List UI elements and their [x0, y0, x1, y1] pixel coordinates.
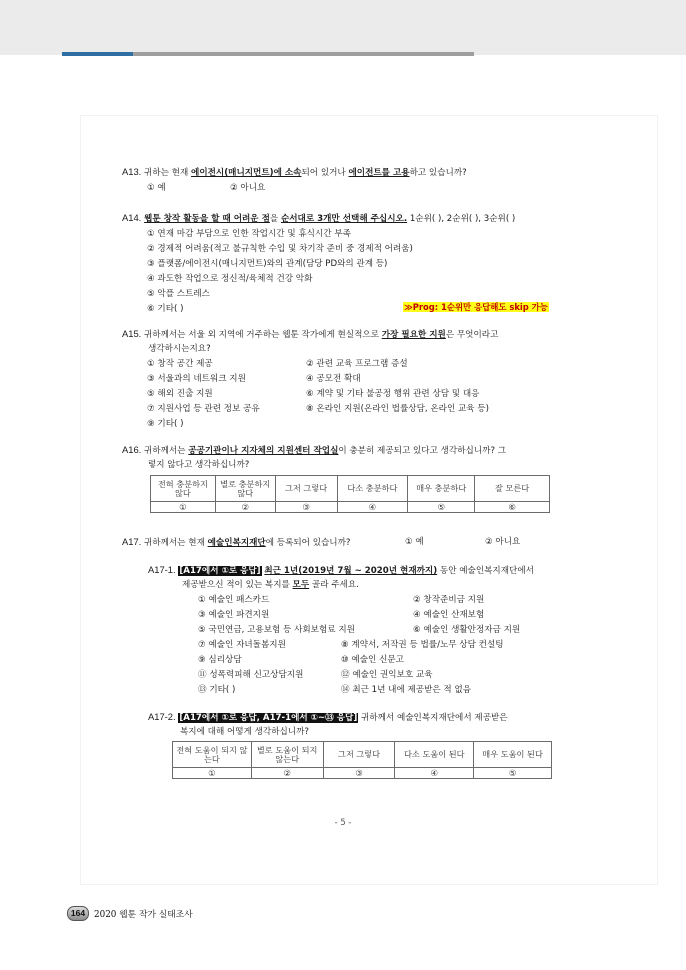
- question-a15: [122, 327, 498, 342]
- filter-badge: [A17에서 ①로 응답]: [179, 566, 261, 576]
- question-number: A15.: [122, 328, 142, 339]
- book-title: 2020 웹툰 작가 실태조사: [94, 910, 193, 920]
- a17-1-option-7[interactable]: ⑦ 예술인 자녀돌봄지원: [198, 640, 286, 650]
- a14-option-5[interactable]: ⑤ 악플 스트레스: [147, 289, 210, 299]
- a15-option-2[interactable]: ② 관련 교육 프로그램 증설: [306, 359, 408, 369]
- a15-option-7[interactable]: ⑦ 지원사업 등 관련 정보 공유: [147, 404, 260, 414]
- a17-2-scale-table: [172, 741, 552, 779]
- question-a17-2: [148, 710, 508, 725]
- a14-option-4[interactable]: ④ 과도한 작업으로 정신적/육체적 건강 악화: [147, 274, 313, 284]
- question-text: 귀하께서는 현재: [144, 538, 208, 548]
- a14-option-2[interactable]: ② 경제적 어려움(적고 불규칙한 수입 및 차기작 준비 중 경제적 어려움): [147, 244, 413, 254]
- scale-option-1[interactable]: ①: [173, 768, 252, 779]
- question-text: 귀하는 현재: [144, 168, 192, 178]
- scale-label: 전혀 충분하지 않다: [151, 476, 216, 502]
- a15-option-5[interactable]: ⑤ 해외 진출 지원: [147, 389, 213, 399]
- question-a17-1: [148, 563, 534, 578]
- scale-label: 잘 모른다: [475, 476, 550, 502]
- a17-1-option-12[interactable]: ⑫ 예술인 권익보호 교육: [341, 670, 433, 680]
- question-text: 하고 있습니까?: [409, 168, 467, 178]
- question-text: 귀하께서는 서울 외 지역에 거주하는 웹툰 작가에게 현실적으로: [144, 330, 382, 340]
- question-a15-line2: 생각하시는지요?: [148, 344, 211, 354]
- a14-option-6[interactable]: ⑥ 기타( ): [147, 304, 184, 314]
- question-text: 동안 예술인복지재단에서: [437, 566, 534, 576]
- a17-1-option-3[interactable]: ③ 예술인 파견지원: [198, 610, 270, 620]
- a15-option-3[interactable]: ③ 서울과의 네트워크 지원: [147, 374, 246, 384]
- scale-label: 별로 충분하지 않다: [215, 476, 275, 502]
- a15-option-9[interactable]: ⑨ 기타( ): [147, 419, 184, 429]
- prog-note-text: ≫Prog: 1순위만 응답해도 skip 가능: [404, 302, 548, 312]
- a15-option-4[interactable]: ④ 공모전 확대: [306, 374, 361, 384]
- question-emphasis: 순서대로 3개만 선택해 주십시오.: [280, 214, 408, 224]
- question-a17-2-line2: 복지에 대해 어떻게 생각하십니까?: [180, 727, 309, 737]
- a17-1-option-5[interactable]: ⑤ 국민연금, 고용보험 등 사회보험료 지원: [198, 625, 355, 635]
- scale-option-1[interactable]: ①: [151, 502, 216, 513]
- question-text: 귀하께서는: [144, 446, 189, 456]
- scale-label: 별로 도움이 되지 않는다: [251, 742, 323, 768]
- a17-1-option-13[interactable]: ⑬ 기타( ): [198, 685, 236, 695]
- question-number: A17.: [122, 536, 142, 547]
- scale-label: 매우 도움이 된다: [474, 742, 552, 768]
- a15-option-1[interactable]: ① 창작 공간 제공: [147, 359, 213, 369]
- a15-option-8[interactable]: ⑧ 온라인 지원(온라인 법률상담, 온라인 교육 등): [306, 404, 489, 414]
- scale-option-5[interactable]: ⑤: [408, 502, 475, 513]
- a13-option-2[interactable]: ② 아니요: [230, 183, 266, 193]
- a17-option-2[interactable]: ② 아니요: [485, 537, 521, 547]
- scale-label: 다소 도움이 된다: [395, 742, 474, 768]
- a17-1-option-14[interactable]: ⑭ 최근 1년 내에 제공받은 적 없음: [341, 685, 472, 695]
- scale-label: 그저 그렇다: [323, 742, 395, 768]
- question-a17-1-line2: [182, 578, 359, 592]
- a14-option-3[interactable]: ③ 플랫폼/에이전시(매니지먼트)와의 관계(담당 PD와의 관계 등): [147, 259, 388, 269]
- a17-1-option-2[interactable]: ② 창작준비금 지원: [413, 595, 485, 605]
- a17-1-option-8[interactable]: ⑧ 계약서, 저작권 등 법률/노무 상담 컨설팅: [341, 640, 504, 650]
- question-emphasis: 가장 필요한 지원: [381, 330, 446, 340]
- scale-option-2[interactable]: ②: [215, 502, 275, 513]
- question-number: A16.: [122, 444, 142, 455]
- question-text: 에 등록되어 있습니까?: [265, 538, 351, 548]
- question-text: 이 충분히 제공되고 있다고 생각하십니까? 그: [338, 446, 507, 456]
- question-text: 은 무엇이라고: [445, 330, 499, 340]
- question-emphasis: 최근 1년(2019년 7월 ~ 2020년 현재까지): [264, 566, 438, 576]
- question-a13: [122, 165, 467, 180]
- scale-option-5[interactable]: ⑤: [474, 768, 552, 779]
- question-text: 귀하께서 예술인복지재단에서 제공받은: [358, 713, 508, 723]
- question-emphasis: 에이전트를 고용: [348, 168, 410, 178]
- scale-option-3[interactable]: ③: [275, 502, 337, 513]
- question-text: 제공받으신 적이 있는 복지를: [182, 580, 293, 590]
- question-a17: [122, 535, 350, 550]
- question-text: 을: [269, 214, 281, 224]
- a17-1-option-6[interactable]: ⑥ 예술인 생활안정자금 지원: [413, 625, 521, 635]
- a17-1-option-10[interactable]: ⑩ 예술인 신문고: [341, 655, 404, 665]
- question-emphasis: 모두: [292, 580, 310, 590]
- scale-option-2[interactable]: ②: [251, 768, 323, 779]
- prog-skip-note: [403, 301, 549, 315]
- question-number: A13.: [122, 166, 142, 177]
- scale-option-4[interactable]: ④: [395, 768, 474, 779]
- a16-scale-table: [150, 475, 550, 513]
- scale-label: 다소 충분하다: [337, 476, 408, 502]
- rank-fields[interactable]: 1순위( ), 2순위( ), 3순위( ): [407, 214, 516, 224]
- scale-option-4[interactable]: ④: [337, 502, 408, 513]
- a14-option-1[interactable]: ① 연재 마감 부담으로 인한 작업시간 및 휴식시간 부족: [147, 229, 351, 239]
- page-marker: - 5 -: [334, 817, 352, 827]
- scale-option-3[interactable]: ③: [323, 768, 395, 779]
- question-text: 되어 있거나: [301, 168, 349, 178]
- question-emphasis: 에이전시(매니지먼트)에 소속: [191, 168, 302, 178]
- book-page-number: 164: [67, 906, 89, 921]
- question-number: A14.: [122, 212, 142, 223]
- a17-1-option-4[interactable]: ④ 예술인 산재보험: [413, 610, 485, 620]
- scale-label: 전혀 도움이 되지 않는다: [173, 742, 252, 768]
- top-band: [0, 0, 686, 55]
- a17-1-option-1[interactable]: ① 예술인 패스카드: [198, 595, 270, 605]
- question-number: A17-1.: [148, 564, 176, 575]
- question-text: 골라 주세요.: [309, 580, 359, 590]
- header-rule-accent: [62, 52, 133, 56]
- a17-option-1[interactable]: ① 예: [405, 537, 424, 547]
- question-number: A17-2.: [148, 711, 176, 722]
- question-a16: [122, 443, 506, 458]
- scale-label: 매우 충분하다: [408, 476, 475, 502]
- a17-1-option-11[interactable]: ⑪ 성폭력피해 신고상담지원: [198, 670, 304, 680]
- question-emphasis: 예술인복지재단: [207, 538, 266, 548]
- scale-label: 그저 그렇다: [275, 476, 337, 502]
- question-a14: [122, 211, 515, 226]
- question-emphasis: 공공기관이나 지자체의 지원센터 작업실: [188, 446, 339, 456]
- a15-option-6[interactable]: ⑥ 계약 및 기타 불공정 행위 관련 상담 및 대응: [306, 389, 480, 399]
- question-a16-line2: 렇지 않다고 생각하십니까?: [148, 460, 250, 470]
- a17-1-option-9[interactable]: ⑨ 심리상담: [198, 655, 242, 665]
- filter-badge: [A17에서 ①로 응답, A17-1에서 ①~⑬ 응답]: [179, 713, 358, 723]
- scale-option-6[interactable]: ⑥: [475, 502, 550, 513]
- question-emphasis: 웹툰 창작 활동을 할 때 어려운 점: [144, 214, 270, 224]
- a13-option-1[interactable]: ① 예: [147, 183, 166, 193]
